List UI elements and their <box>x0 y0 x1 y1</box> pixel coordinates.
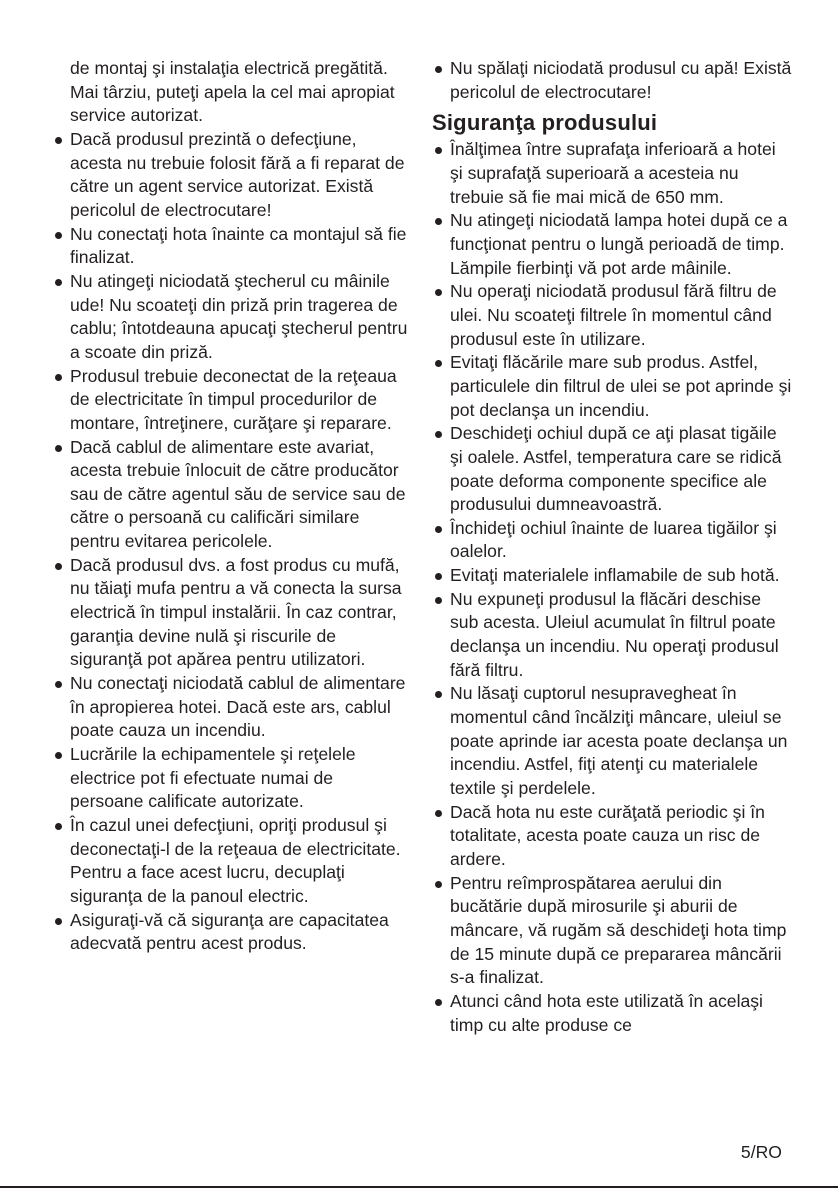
left-column <box>52 57 408 956</box>
list-item: Deschideţi ochiul după ce aţi plasat tigăile şi oalele. Astfel, temperatura care se ridică poate deforma componente specifice ale produsului dumneavoastră. <box>432 422 792 517</box>
list-item: Dacă hota nu este curăţată periodic şi în totalitate, acesta poate cauza un risc de ardere. <box>432 801 792 872</box>
list-item: Nu atingeţi niciodată ştecherul cu mâinile ude! Nu scoateţi din priză prin tragerea de cablu; întotdeauna apucaţi ştecherul pentru a scoate din priză. <box>52 270 408 365</box>
list-item: Nu expuneţi produsul la flăcări deschise sub acesta. Uleiul acumulat în filtrul poate declanşa un incendiu. Nu operaţi produsul fără filtru. <box>432 588 792 683</box>
bottom-divider <box>0 1186 838 1188</box>
list-item: Dacă produsul dvs. a fost produs cu mufă, nu tăiaţi mufa pentru a vă conecta la sursa electrică în timpul instalării. În caz contrar, garanţia devine nulă şi riscurile de siguranţă pot apărea pentru utilizatori. <box>52 554 408 672</box>
list-item: Nu spălaţi niciodată produsul cu apă! Există pericolul de electrocutare! <box>432 57 792 104</box>
list-item: Produsul trebuie deconectat de la reţeaua de electricitate în timpul procedurilor de montare, întreţinere, curăţare şi reparare. <box>52 365 408 436</box>
right-column <box>432 57 792 1037</box>
page-number: 5/RO <box>740 1142 782 1162</box>
list-item: În cazul unei defecţiuni, opriţi produsul şi deconectaţi-l de la reţeaua de electricitate. Pentru a face acest lucru, decuplaţi siguranţa de la panoul electric. <box>52 814 408 909</box>
list-item: Nu lăsaţi cuptorul nesupravegheat în momentul când încălziţi mâncare, uleiul se poate aprinde iar acesta poate declanşa un incendiu. Astfel, fiţi atenţi cu materialele textile şi perdelele. <box>432 682 792 800</box>
list-item: Dacă cablul de alimentare este avariat, acesta trebuie înlocuit de către producător sau de către agentul său de service sau de către o persoană cu calificări similare pentru evitarea pericolele. <box>52 436 408 554</box>
list-item: Pentru reîmprospătarea aerului din bucătărie după mirosurile şi aburii de mâncare, vă rugăm să deschideţi hota timp de 15 minute după ce prepararea mâncării s-a finalizat. <box>432 872 792 990</box>
list-item: Închideţi ochiul înainte de luarea tigăilor şi oalelor. <box>432 517 792 564</box>
list-item: Nu conectaţi niciodată cablul de alimentare în apropierea hotei. Dacă este ars, cablul poate cauza un incendiu. <box>52 672 408 743</box>
right-top-bullet-list <box>432 57 792 104</box>
list-item: Lucrările la echipamentele şi reţelele electrice pot fi efectuate numai de persoane calificate autorizate. <box>52 743 408 814</box>
section-title: Siguranţa produsului <box>432 110 658 136</box>
left-bullet-list <box>52 128 408 956</box>
list-item: Nu operaţi niciodată produsul fără filtru de ulei. Nu scoateţi filtrele în momentul când produsul este în utilizare. <box>432 280 792 351</box>
right-bullet-list <box>432 138 792 1037</box>
list-item: Nu atingeţi niciodată lampa hotei după ce a funcţionat pentru o lungă perioadă de timp. Lămpile fierbinţi vă pot arde mâinile. <box>432 209 792 280</box>
list-item: Evitaţi materialele inflamabile de sub hotă. <box>432 564 792 588</box>
list-item: Atunci când hota este utilizată în acelaşi timp cu alte produse ce <box>432 990 792 1037</box>
list-item: Nu conectaţi hota înainte ca montajul să fie finalizat. <box>52 223 408 270</box>
list-item: Dacă produsul prezintă o defecţiune, acesta nu trebuie folosit fără a fi reparat de către un agent service autorizat. Există pericolul de electrocutare! <box>52 128 408 223</box>
list-item: Evitaţi flăcările mare sub produs. Astfel, particulele din filtrul de ulei se pot aprinde şi pot declanşa un incendiu. <box>432 351 792 422</box>
list-item: Asiguraţi-vă că siguranţa are capacitatea adecvată pentru acest produs. <box>52 909 408 956</box>
list-item: Înălţimea între suprafaţa inferioară a hotei şi suprafaţă superioară a acesteia nu trebuie să fie mai mică de 650 mm. <box>432 138 792 209</box>
continued-paragraph: de montaj şi instalaţia electrică pregătită. Mai târziu, puteţi apela la cel mai apropiat service autorizat. <box>70 58 395 126</box>
